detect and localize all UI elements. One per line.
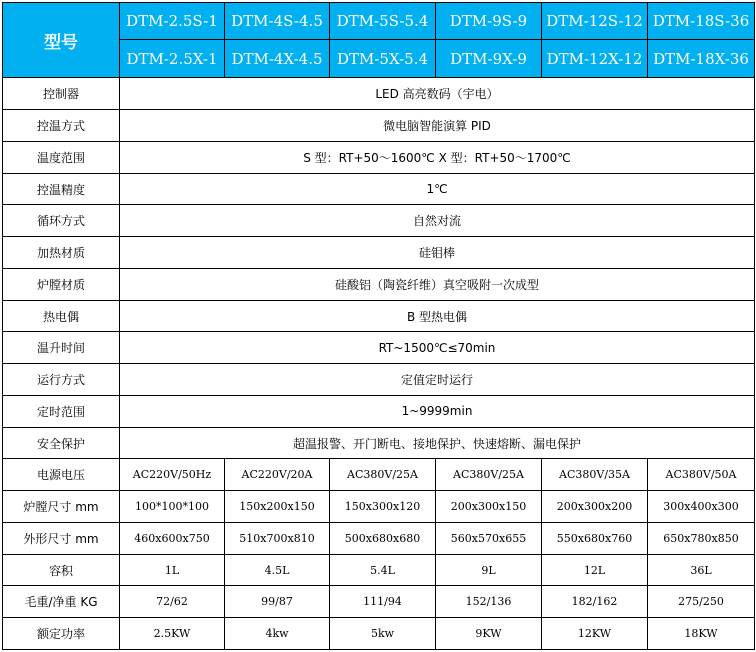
spec-row [3, 618, 755, 650]
spec-label: 炉膛材质 [3, 268, 120, 300]
spec-cell: AC380V/50A [648, 459, 755, 491]
spec-cell: 150x200x150 [225, 491, 330, 523]
spec-value: 微电脑智能演算 PID [120, 110, 755, 142]
spec-cell: 500x680x680 [330, 522, 436, 554]
spec-value: LED 高亮数码（宇电） [120, 78, 755, 110]
spec-cell: 300x400x300 [648, 491, 755, 523]
spec-row [3, 110, 755, 142]
spec-cell: AC380V/25A [436, 459, 542, 491]
spec-value: S 型：RT+50～1600℃ X 型：RT+50～1700℃ [120, 141, 755, 173]
spec-cell: 560x570x655 [436, 522, 542, 554]
spec-label: 控制器 [3, 78, 120, 110]
spec-label: 额定功率 [3, 618, 120, 650]
spec-cell: AC220V/50Hz [120, 459, 225, 491]
spec-label: 热电偶 [3, 300, 120, 332]
model-s-4: DTM-9S-9 [436, 3, 542, 40]
header-row-s [3, 3, 755, 40]
spec-label: 安全保护 [3, 427, 120, 459]
spec-row [3, 300, 755, 332]
model-s-6: DTM-18S-36 [648, 3, 755, 40]
model-x-6: DTM-18X-36 [648, 40, 755, 78]
spec-row [3, 268, 755, 300]
spec-label: 加热材质 [3, 237, 120, 269]
model-x-3: DTM-5X-5.4 [330, 40, 436, 78]
spec-label: 循环方式 [3, 205, 120, 237]
spec-value: 硅酸铝（陶瓷纤维）真空吸附一次成型 [120, 268, 755, 300]
spec-cell: 99/87 [225, 586, 330, 618]
spec-cell: 2.5KW [120, 618, 225, 650]
spec-value: B 型热电偶 [120, 300, 755, 332]
spec-cell: 1L [120, 554, 225, 586]
spec-cell: 12KW [542, 618, 648, 650]
spec-value: 定值定时运行 [120, 364, 755, 396]
model-x-4: DTM-9X-9 [436, 40, 542, 78]
spec-cell: 182/162 [542, 586, 648, 618]
spec-cell: 72/62 [120, 586, 225, 618]
spec-cell: AC380V/35A [542, 459, 648, 491]
spec-cell: 550x680x760 [542, 522, 648, 554]
spec-label: 温度范围 [3, 141, 120, 173]
spec-cell: 4kw [225, 618, 330, 650]
spec-cell: AC220V/20A [225, 459, 330, 491]
model-s-5: DTM-12S-12 [542, 3, 648, 40]
spec-cell: 150x300x120 [330, 491, 436, 523]
model-s-2: DTM-4S-4.5 [225, 3, 330, 40]
spec-cell: 12L [542, 554, 648, 586]
spec-cell: 5kw [330, 618, 436, 650]
spec-label: 外形尺寸 mm [3, 522, 120, 554]
spec-cell: 510x700x810 [225, 522, 330, 554]
model-x-5: DTM-12X-12 [542, 40, 648, 78]
spec-row [3, 364, 755, 396]
spec-cell: 5.4L [330, 554, 436, 586]
model-header-label: 型号 [3, 3, 120, 78]
spec-label: 控温方式 [3, 110, 120, 142]
spec-row [3, 205, 755, 237]
spec-cell: 111/94 [330, 586, 436, 618]
spec-table-body [3, 3, 755, 650]
model-x-2: DTM-4X-4.5 [225, 40, 330, 78]
spec-label: 炉膛尺寸 mm [3, 491, 120, 523]
spec-cell: 275/250 [648, 586, 755, 618]
model-x-1: DTM-2.5X-1 [120, 40, 225, 78]
spec-table [2, 2, 755, 650]
spec-row [3, 586, 755, 618]
spec-cell: 200x300x200 [542, 491, 648, 523]
spec-cell: 152/136 [436, 586, 542, 618]
spec-label: 定时范围 [3, 395, 120, 427]
spec-row [3, 554, 755, 586]
spec-cell: 18KW [648, 618, 755, 650]
spec-cell: 200x300x150 [436, 491, 542, 523]
spec-label: 控温精度 [3, 173, 120, 205]
spec-cell: 4.5L [225, 554, 330, 586]
spec-label: 容积 [3, 554, 120, 586]
spec-value: 1℃ [120, 173, 755, 205]
spec-cell: 650x780x850 [648, 522, 755, 554]
spec-value: 硅钼棒 [120, 237, 755, 269]
spec-row [3, 237, 755, 269]
model-s-1: DTM-2.5S-1 [120, 3, 225, 40]
spec-cell: 9KW [436, 618, 542, 650]
spec-row [3, 141, 755, 173]
spec-row [3, 173, 755, 205]
spec-label: 电源电压 [3, 459, 120, 491]
spec-value: 超温报警、开门断电、接地保护、快速熔断、漏电保护 [120, 427, 755, 459]
spec-label: 运行方式 [3, 364, 120, 396]
spec-row [3, 332, 755, 364]
spec-value: 自然对流 [120, 205, 755, 237]
spec-cell: 460x600x750 [120, 522, 225, 554]
spec-row [3, 459, 755, 491]
spec-value: 1~9999min [120, 395, 755, 427]
model-s-3: DTM-5S-5.4 [330, 3, 436, 40]
spec-row [3, 491, 755, 523]
spec-row [3, 427, 755, 459]
spec-label: 毛重/净重 KG [3, 586, 120, 618]
spec-row [3, 522, 755, 554]
spec-value: RT~1500℃≤70min [120, 332, 755, 364]
spec-cell: 36L [648, 554, 755, 586]
spec-cell: AC380V/25A [330, 459, 436, 491]
spec-cell: 100*100*100 [120, 491, 225, 523]
spec-cell: 9L [436, 554, 542, 586]
spec-label: 温升时间 [3, 332, 120, 364]
spec-row [3, 395, 755, 427]
spec-row [3, 78, 755, 110]
